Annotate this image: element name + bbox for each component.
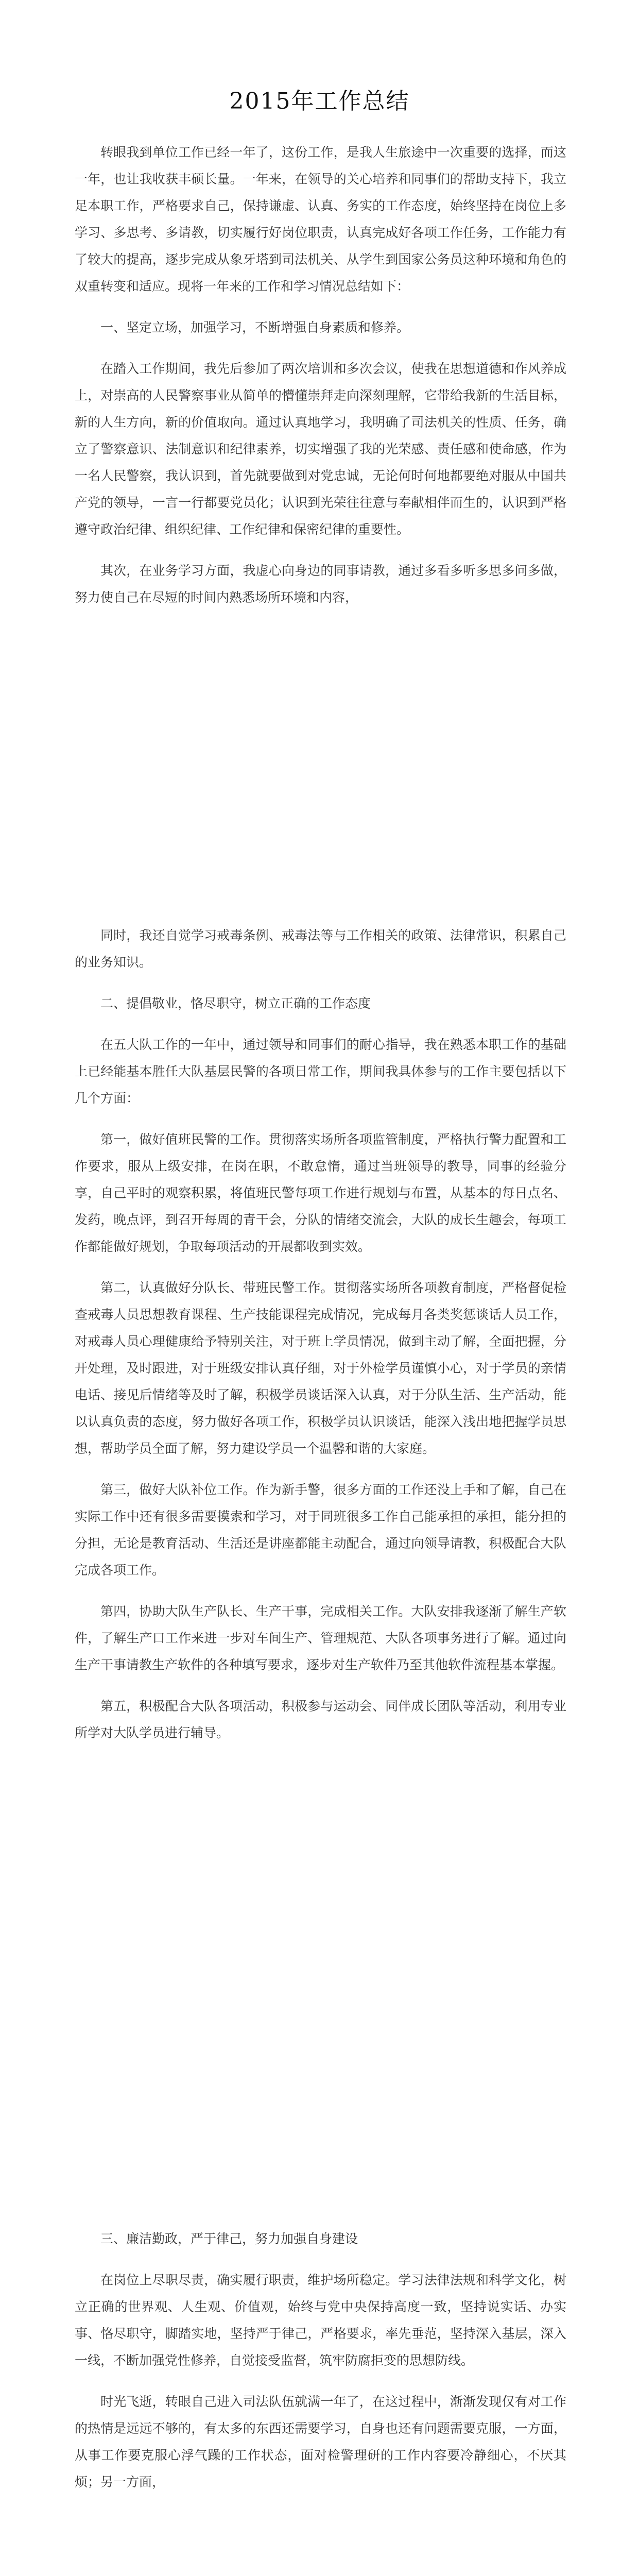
paragraph: 第一，做好值班民警的工作。贯彻落实场所各项监管制度，严格执行警力配置和工作要求，服从上级安排，在岗在职，不敢怠惰，通过当班领导的教导，同事的经验分享，自己平时的观察积累，将值班民警每项工作进行规划与布置，从基本的每日点名、发药，晚点评，到召开每周的青干会，分队的情绪交流会，大队的成长生趣会，每项工作都能做好规划，争取每项活动的开展都收到实效。 (75, 1132, 566, 1254)
document-title: 2015年工作总结 (229, 88, 410, 114)
paragraph: 在踏入工作期间，我先后参加了两次培训和多次会议，使我在思想道德和作风养成上，对崇高的人民警察事业从简单的懵懂崇拜走向深刻理解，它带给我新的生活目标，新的人生方向，新的价值取向。通过认真地学习，我明确了司法机关的性质、任务，确立了警察意识、法制意识和纪律素养，切实增强了我的光荣感、责任感和使命感，作为一名人民警察，我认识到，首先就要做到对党忠诚，无论何时何地都要绝对服从中国共产党的领导，一言一行都要党员化；认识到光荣往往意与奉献相伴而生的，认识到严格遵守政治纪律、组织纪律、工作纪律和保密纪律的重要性。 (75, 361, 566, 537)
paragraph: 第二，认真做好分队长、带班民警工作。贯彻落实场所各项教育制度，严格督促检查戒毒人员思想教育课程、生产技能课程完成情况，完成每月各类奖惩谈话人员工作，对戒毒人员心理健康给予特别关注，对于班上学员情况，做到主动了解，全面把握，分开处理，及时跟进，对于班级安排认真仔细，对于外检学员谨慎小心，对于学员的亲情电话、接见后情绪等及时了解，积极学员谈话深入认真，对于分队生活、生产活动，能以认真负责的态度，努力做好各项工作，积极学员认识谈话，能深入浅出地把握学员思想，帮助学员全面了解，努力建设学员一个温馨和谐的大家庭。 (75, 1280, 566, 1456)
section-2 (75, 922, 566, 1747)
paragraph: 在岗位上尽职尽责，确实履行职责，维护场所稳定。学习法律法规和科学文化，树立正确的世界观、人生观、价值观，始终与党中央保持高度一致，坚持说实话、办实事、恪尽职守，脚踏实地，坚持严于律己，严格要求，率先垂范，坚持深入基层，深入一线，不断加强党性修养，自觉接受监督，筑牢防腐拒变的思想防线。 (75, 2273, 566, 2368)
paragraph: 其次，在业务学习方面，我虚心向身边的同事请教，通过多看多听多思多问多做，努力使自己在尽短的时间内熟悉场所环境和内容， (75, 563, 566, 605)
paragraph: 第三，做好大队补位工作。作为新手警，很多方面的工作还没上手和了解，自己在实际工作中还有很多需要摸索和学习，对于同班很多工作自己能承担的承担，能分担的分担，无论是教育活动、生活还是讲座都能主动配合，通过向领导请教，积极配合大队完成各项工作。 (75, 1482, 566, 1578)
section-1 (75, 139, 566, 611)
paragraph: 同时，我还自觉学习戒毒条例、戒毒法等与工作相关的政策、法律常识，积累自己的业务知识。 (75, 928, 566, 970)
section-heading: 二、提倡敬业，恪尽职守，树立正确的工作态度 (100, 996, 371, 1011)
paragraph: 第四，协助大队生产队长、生产干事，完成相关工作。大队安排我逐渐了解生产软件，了解生产口工作来进一步对车间生产、管理规范、大队各项事务进行了解。通过向生产干事请教生产软件的各种填写要求，逐步对生产软件乃至其他软件流程基本掌握。 (75, 1604, 566, 1672)
paragraph: 转眼我到单位工作已经一年了，这份工作，是我人生旅途中一次重要的选择，而这一年，也让我收获丰硕长量。一年来，在领导的关心培养和同事们的帮助支持下，我立足本职工作，严格要求自己，保持谦虚、认真、务实的工作态度，始终坚持在岗位上多学习、多思考、多请教，切实履行好岗位职责，认真完成好各项工作任务，工作能力有了较大的提高，逐步完成从象牙塔到司法机关、从学生到国家公务员这种环境和角色的双重转变和适应。现将一年来的工作和学习情况总结如下： (75, 145, 566, 294)
paragraph: 第五，积极配合大队各项活动，积极参与运动会、同伴成长团队等活动，利用专业所学对大队学员进行辅导。 (75, 1699, 566, 1740)
paragraph: 在五大队工作的一年中，通过领导和同事们的耐心指导，我在熟悉本职工作的基础上已经能基本胜任大队基层民警的各项日常工作，期间我具体参与的工作主要包括以下几个方面： (75, 1037, 566, 1106)
section-heading: 三、廉洁勤政，严于律己，努力加强自身建设 (100, 2231, 358, 2246)
section-3 (75, 2226, 566, 2496)
paragraph: 时光飞逝，转眼自己进入司法队伍就满一年了，在这过程中，渐渐发现仅有对工作的热情是远远不够的，有太多的东西还需要学习，自身也还有问题需要克服，一方面，从事工作要克服心浮气躁的工作状态，面对检警理研的工作内容要冷静细心，不厌其烦；另一方面， (75, 2394, 566, 2489)
section-heading: 一、坚定立场，加强学习，不断增强自身素质和修养。 (100, 320, 410, 335)
